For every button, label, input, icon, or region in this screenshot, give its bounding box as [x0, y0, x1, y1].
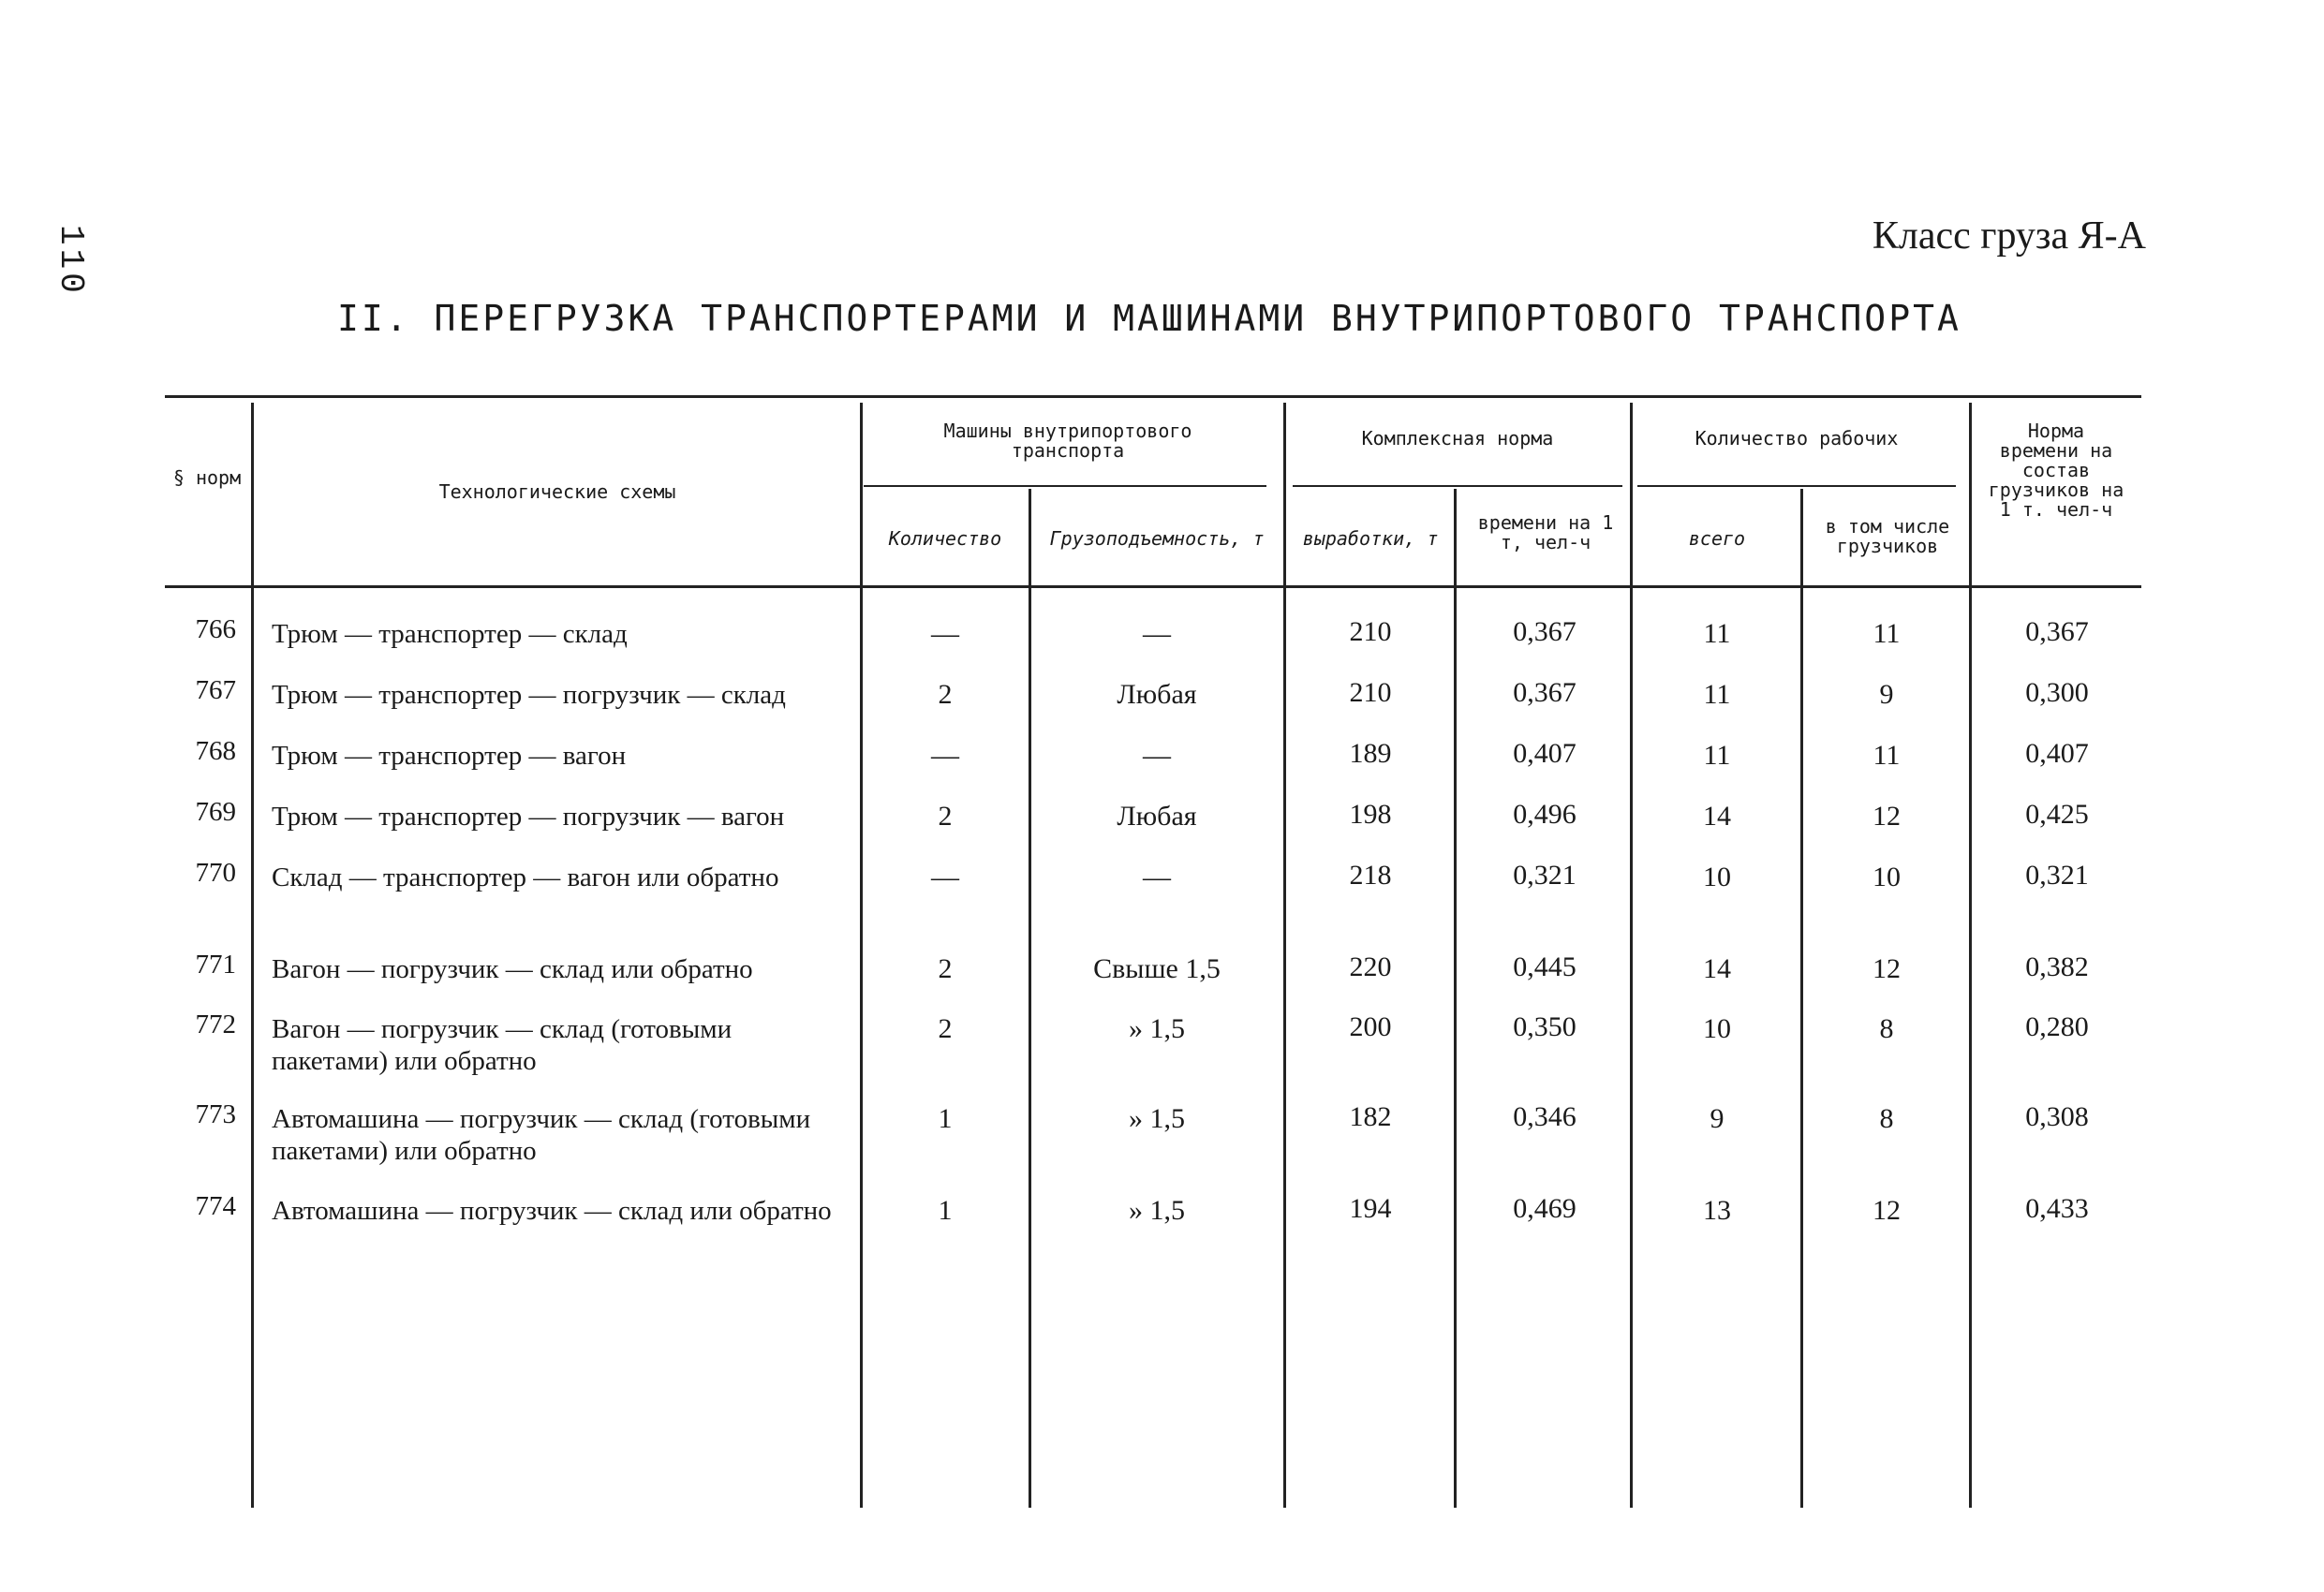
header-loader-norm: Норма времени на состав грузчиков на 1 т. чел-ч — [1988, 420, 2124, 521]
header-norm: § норм — [172, 466, 242, 489]
row-time-per-ton: 0,496 — [1513, 799, 1576, 830]
row-workers-loaders: 11 — [1873, 740, 1901, 771]
row-workers-total: 14 — [1703, 953, 1731, 984]
row-quantity: 2 — [938, 679, 953, 710]
row-norm-number: 770 — [195, 858, 236, 888]
row-loader-norm: 0,300 — [2025, 677, 2089, 708]
row-capacity: Свыше 1,5 — [1093, 953, 1221, 984]
row-capacity: — — [1143, 862, 1171, 892]
row-loader-norm: 0,433 — [2025, 1193, 2089, 1224]
row-output: 194 — [1349, 1193, 1392, 1224]
row-workers-loaders: 8 — [1879, 1103, 1894, 1134]
subheader-rule-machines — [864, 485, 1266, 487]
row-capacity: Любая — [1117, 801, 1197, 832]
row-quantity: — — [931, 740, 959, 771]
row-workers-total: 11 — [1703, 618, 1731, 649]
row-capacity: — — [1143, 618, 1171, 649]
col-divider-4 — [1283, 403, 1286, 1508]
row-loader-norm: 0,382 — [2025, 951, 2089, 982]
row-workers-total: 9 — [1710, 1103, 1724, 1134]
header-bottom-rule — [165, 585, 2141, 588]
row-loader-norm: 0,407 — [2025, 738, 2089, 769]
header-total: всего — [1688, 527, 1746, 550]
row-output: 210 — [1349, 677, 1392, 708]
header-loaders: в том числе грузчиков — [1825, 515, 1950, 557]
cargo-class-label: Класс груза Я-А — [1872, 214, 2146, 258]
row-time-per-ton: 0,321 — [1513, 860, 1576, 891]
row-time-per-ton: 0,469 — [1513, 1193, 1576, 1224]
row-loader-norm: 0,367 — [2025, 616, 2089, 647]
col-divider-5 — [1454, 489, 1457, 1508]
row-norm-number: 767 — [195, 675, 236, 705]
row-workers-loaders: 9 — [1879, 679, 1894, 710]
row-loader-norm: 0,321 — [2025, 860, 2089, 891]
row-quantity: 2 — [938, 801, 953, 832]
row-output: 182 — [1349, 1101, 1392, 1132]
row-workers-loaders: 10 — [1873, 862, 1901, 892]
header-workers-group: Количество рабочих — [1695, 427, 1899, 450]
row-norm-number: 769 — [195, 797, 236, 827]
row-time-per-ton: 0,367 — [1513, 616, 1576, 647]
row-capacity: » 1,5 — [1129, 1195, 1185, 1226]
col-divider-1 — [251, 403, 254, 1508]
row-output: 189 — [1349, 738, 1392, 769]
row-workers-loaders: 12 — [1873, 1195, 1901, 1226]
row-norm-number: 772 — [195, 1010, 236, 1039]
row-scheme: Склад — транспортер — вагон или обратно — [272, 862, 779, 892]
row-quantity: 1 — [938, 1195, 953, 1226]
row-quantity: 1 — [938, 1103, 953, 1134]
row-scheme: Трюм — транспортер — вагон — [272, 741, 627, 771]
col-divider-8 — [1969, 403, 1972, 1508]
table-top-rule — [165, 395, 2141, 398]
row-quantity: — — [931, 862, 959, 892]
row-capacity: » 1,5 — [1129, 1103, 1185, 1134]
row-time-per-ton: 0,350 — [1513, 1011, 1576, 1042]
row-workers-loaders: 12 — [1873, 953, 1901, 984]
row-capacity: — — [1143, 740, 1171, 771]
row-time-per-ton: 0,367 — [1513, 677, 1576, 708]
col-divider-7 — [1800, 489, 1803, 1508]
row-capacity: Любая — [1117, 679, 1197, 710]
row-norm-number: 766 — [195, 614, 236, 644]
row-quantity: 2 — [938, 953, 953, 984]
row-output: 210 — [1349, 616, 1392, 647]
row-workers-total: 11 — [1703, 679, 1731, 710]
row-workers-loaders: 8 — [1879, 1013, 1894, 1044]
header-capacity: Грузоподъемность, т — [1049, 527, 1265, 550]
row-scheme: Трюм — транспортер — погрузчик — вагон — [272, 802, 785, 832]
header-output: выработки, т — [1302, 527, 1439, 550]
row-loader-norm: 0,308 — [2025, 1101, 2089, 1132]
row-output: 200 — [1349, 1011, 1392, 1042]
section-title: II. ПЕРЕГРУЗКА ТРАНСПОРТЕРАМИ И МАШИНАМИ ВНУТРИПОРТОВОГО ТРАНСПОРТА — [337, 298, 1961, 339]
row-workers-total: 11 — [1703, 740, 1731, 771]
header-schemes: Технологические схемы — [438, 480, 676, 503]
row-workers-loaders: 11 — [1873, 618, 1901, 649]
header-quantity: Количество — [888, 527, 1002, 550]
row-scheme: Автомашина — погрузчик — склад (готовыми пакетами) или обратно — [272, 1104, 811, 1166]
row-norm-number: 768 — [195, 736, 236, 766]
row-workers-loaders: 12 — [1873, 801, 1901, 832]
row-workers-total: 13 — [1703, 1195, 1731, 1226]
row-capacity: » 1,5 — [1129, 1013, 1185, 1044]
row-workers-total: 10 — [1703, 862, 1731, 892]
row-output: 218 — [1349, 860, 1392, 891]
row-norm-number: 773 — [195, 1099, 236, 1129]
subheader-rule-workers — [1637, 485, 1956, 487]
row-norm-number: 774 — [195, 1191, 236, 1221]
col-divider-3 — [1029, 489, 1031, 1508]
row-time-per-ton: 0,346 — [1513, 1101, 1576, 1132]
row-scheme: Вагон — погрузчик — склад или обратно — [272, 954, 753, 984]
row-output: 220 — [1349, 951, 1392, 982]
header-complex-norm-group: Комплексная норма — [1361, 427, 1554, 450]
row-time-per-ton: 0,445 — [1513, 951, 1576, 982]
row-loader-norm: 0,280 — [2025, 1011, 2089, 1042]
row-loader-norm: 0,425 — [2025, 799, 2089, 830]
row-scheme: Трюм — транспортер — погрузчик — склад — [272, 680, 786, 710]
row-workers-total: 10 — [1703, 1013, 1731, 1044]
subheader-rule-complex — [1293, 485, 1622, 487]
row-time-per-ton: 0,407 — [1513, 738, 1576, 769]
header-machines-group: Машины внутрипортового транспорта — [943, 420, 1192, 462]
row-output: 198 — [1349, 799, 1392, 830]
row-quantity: — — [931, 618, 959, 649]
header-time-per-ton: времени на 1 т, чел-ч — [1477, 511, 1614, 553]
col-divider-2 — [860, 403, 863, 1508]
row-scheme: Вагон — погрузчик — склад (готовыми пакетами) или обратно — [272, 1014, 733, 1076]
col-divider-6 — [1630, 403, 1633, 1508]
row-scheme: Автомашина — погрузчик — склад или обратно — [272, 1196, 832, 1226]
row-quantity: 2 — [938, 1013, 953, 1044]
row-norm-number: 771 — [195, 950, 236, 980]
row-scheme: Трюм — транспортер — склад — [272, 619, 628, 649]
row-workers-total: 14 — [1703, 801, 1731, 832]
page-number: 110 — [52, 225, 90, 297]
